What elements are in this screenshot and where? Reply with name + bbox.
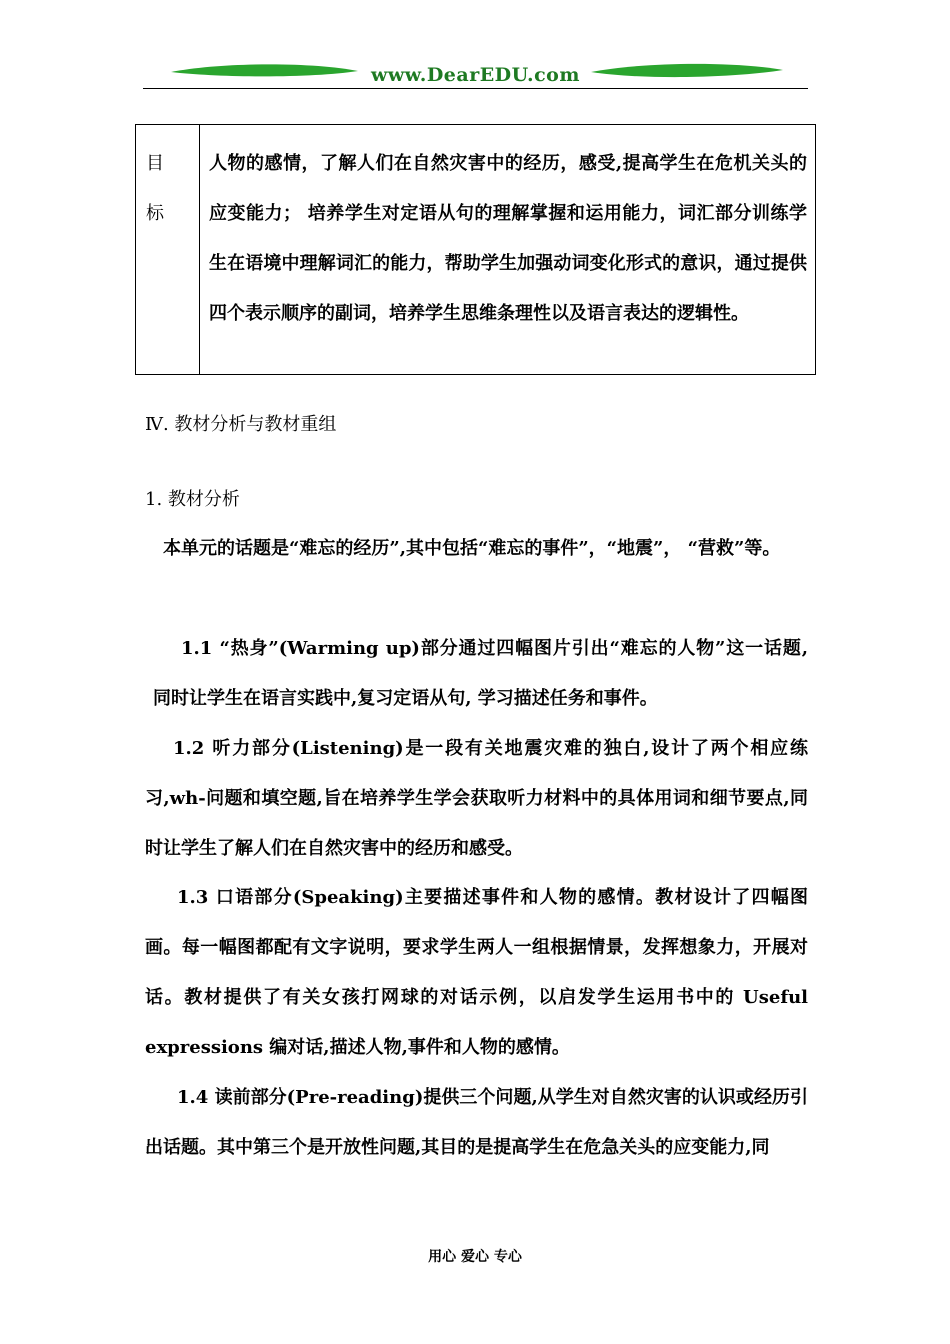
paragraph-intro: 本单元的话题是“难忘的经历”,其中包括“难忘的事件”，“地震”， “营救”等。 <box>163 538 781 559</box>
paragraph-1-2: 1.2 听力部分(Listening)是一段有关地震灾难的独白,设计了两个相应练习,wh-问题和填空题,旨在培养学生学会获取听力材料中的具体用词和细节要点,同时让学生了解人们在自然灾害中的经历和感受。 <box>145 738 808 859</box>
paragraph-1-1: 1.1 “热身”(Warming up)部分通过四幅图片引出“难忘的人物”这一话题, 同时让学生在语言实践中,复习定语从句, 学习描述任务和事件。 <box>153 638 808 709</box>
goal-text: 人物的感情，了解人们在自然灾害中的经历，感受,提高学生在危机关头的应变能力； 培养学生对定语从句的理解掌握和运用能力，词汇部分训练学生在语境中理解词汇的能力，帮助学生加强动词变化形式的意识，通过提供四个表示顺序的副词，培养学生思维条理性以及语言表达的逻辑性。 <box>209 153 807 324</box>
goal-table <box>135 124 816 375</box>
goal-label-cell <box>136 125 200 375</box>
goal-label-line2: 标 <box>146 203 164 224</box>
page-footer: 用心 爱心 专心 <box>428 1249 522 1265</box>
header-divider <box>143 88 808 89</box>
site-header <box>143 58 808 90</box>
site-url[interactable]: www.DearEDU.com <box>371 64 580 86</box>
paragraph-1-3: 1.3 口语部分(Speaking)主要描述事件和人物的感情。教材设计了四幅图画。每一幅图都配有文字说明，要求学生两人一组根据情景，发挥想象力，开展对话。教材提供了有关女孩打网球的对话示例，以启发学生运用书中的 Useful expressions 编对话,描述人物,事件和人物的感情。 <box>145 887 808 1058</box>
section-heading: Ⅳ. 教材分析与教材重组 <box>145 414 337 435</box>
subsection-heading: 1. 教材分析 <box>145 489 240 510</box>
paragraph-1-4: 1.4 读前部分(Pre-reading)提供三个问题,从学生对自然灾害的认识或经历引出话题。其中第三个是开放性问题,其目的是提高学生在危急关头的应变能力,同 <box>145 1087 808 1158</box>
goal-text-cell <box>200 125 816 375</box>
goal-label-line1: 目 <box>146 153 164 174</box>
